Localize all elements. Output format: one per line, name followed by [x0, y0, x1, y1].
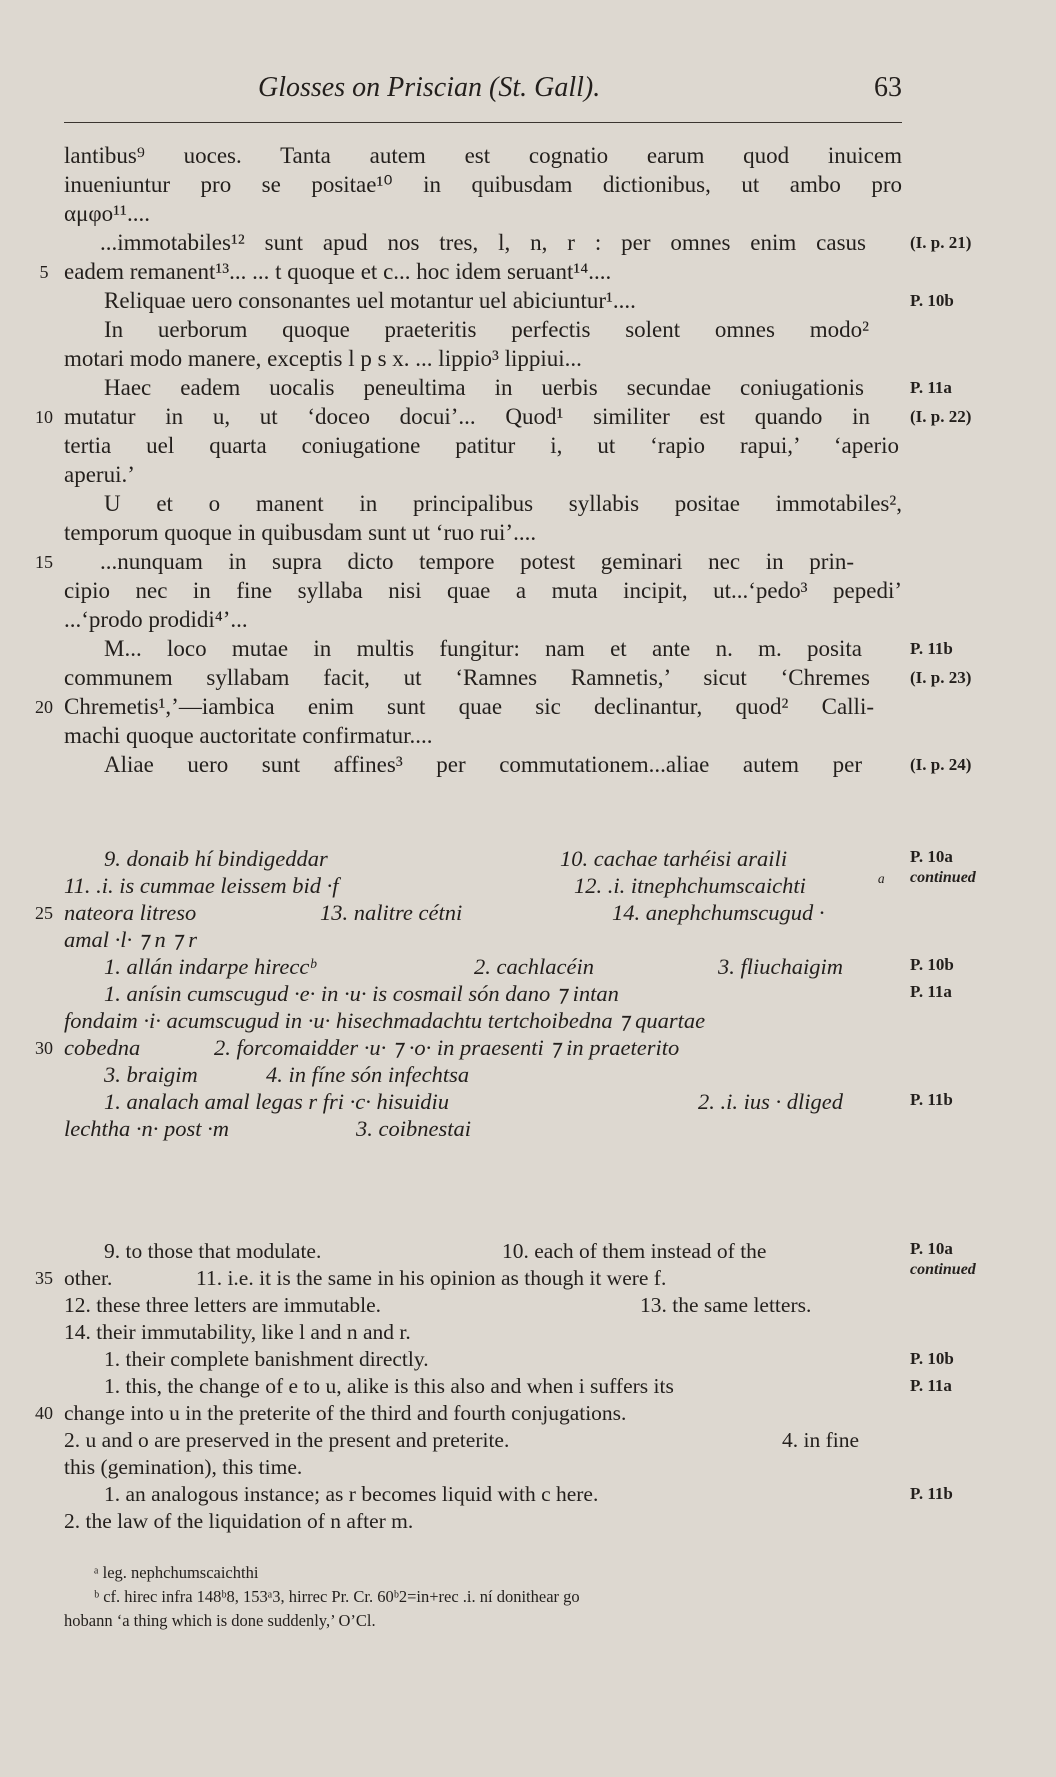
- translation-line: 12. these three letters are immutable.: [64, 1293, 381, 1317]
- margin-reference: P. 10a: [910, 1239, 953, 1258]
- latin-line: machi quoque auctoritate confirmatur....: [64, 723, 433, 748]
- translation-line: 1. an analogous instance; as r becomes liquid with c here.: [104, 1482, 599, 1506]
- margin-reference: continued: [910, 1261, 976, 1278]
- gloss-line: ᵃ: [877, 869, 886, 894]
- gloss-line: nateora litreso: [64, 900, 197, 925]
- latin-line: cipio nec in fine syllaba nisi quae a muta incipit, ut...‘pedo³ pepedi’: [64, 578, 902, 603]
- margin-reference: P. 11a: [910, 982, 952, 1001]
- latin-line: inueniuntur pro se positae¹⁰ in quibusdam dictionibus, ut ambo pro: [64, 172, 902, 197]
- line-number: 40: [35, 1403, 53, 1423]
- translation-line: 2. u and o are preserved in the present and preterite.: [64, 1428, 510, 1452]
- gloss-line: 2. forcomaidder ·u· ⁊ ·o· in praesenti ⁊ in praeterito: [214, 1035, 680, 1060]
- gloss-line: 10. cachae tarhéisi araili: [560, 846, 788, 871]
- running-title: Glosses on Priscian (St. Gall).: [258, 72, 601, 103]
- line-number: 30: [35, 1038, 53, 1058]
- header-rule: [64, 122, 902, 123]
- translation-line: 11. i.e. it is the same in his opinion as though it were f.: [196, 1266, 667, 1290]
- latin-line: tertia uel quarta coniugatione patitur i, ut ‘rapio rapui,’ ‘aperio: [64, 433, 899, 458]
- gloss-line: 13. nalitre cétni: [320, 900, 463, 925]
- gloss-line: cobedna: [64, 1035, 141, 1060]
- footnote: hobann ‘a thing which is done suddenly,’ O’Cl.: [64, 1611, 376, 1630]
- gloss-line: 11. .i. is cummae leissem bid ·f: [64, 873, 339, 898]
- translation-line: 10. each of them instead of the: [502, 1239, 767, 1263]
- translation-line: other.: [64, 1266, 113, 1290]
- latin-line: temporum quoque in quibusdam sunt ut ‘ruo rui’....: [64, 520, 537, 545]
- gloss-line: 1. analach amal legas r fri ·c· hisuidiu: [104, 1089, 449, 1114]
- gloss-line: lechtha ·n· post ·m: [64, 1116, 229, 1141]
- margin-reference: P. 11b: [910, 639, 953, 658]
- line-number: 35: [35, 1268, 53, 1288]
- latin-line: motari modo manere, exceptis l p s x. ... lippio³ lippiui...: [64, 346, 582, 371]
- latin-line: ...immotabiles¹² sunt apud nos tres, l, n, r : per omnes enim casus: [100, 230, 866, 255]
- footnote: ᵇ cf. hirec infra 148ᵇ8, 153ᵃ3, hirrec Pr. Cr. 60ᵇ2=in+rec .i. ní donithear go: [94, 1587, 580, 1606]
- gloss-line: 9. donaib hí bindigeddar: [104, 846, 328, 871]
- margin-reference: continued: [910, 869, 976, 886]
- translation-line: change into u in the preterite of the third and fourth conjugations.: [64, 1401, 627, 1425]
- gloss-line: 2. .i. ius · dliged: [698, 1089, 843, 1114]
- line-number: 5: [39, 262, 49, 282]
- latin-line: lantibus⁹ uoces. Tanta autem est cognatio earum quod inuicem: [64, 143, 902, 168]
- latin-line: Reliquae uero consonantes uel motantur uel abiciuntur¹....: [104, 288, 636, 313]
- gloss-line: 1. anísin cumscugud ·e· in ·u· is cosmail són dano ⁊ intan: [104, 981, 619, 1006]
- translation-line: 1. their complete banishment directly.: [104, 1347, 429, 1371]
- latin-line: aperui.’: [64, 462, 135, 487]
- running-header: [62, 68, 902, 114]
- footnote: ᵃ leg. nephchumscaichthi: [94, 1563, 259, 1582]
- translation-line: this (gemination), this time.: [64, 1455, 303, 1479]
- translation-line: 13. the same letters.: [640, 1293, 812, 1317]
- latin-line: eadem remanent¹³... ... t quoque et c... hoc idem seruant¹⁴....: [64, 259, 612, 284]
- latin-line: αμφο¹¹....: [64, 201, 150, 226]
- line-number: 20: [35, 697, 53, 717]
- gloss-line: 4. in fíne són infechtsa: [266, 1062, 470, 1087]
- gloss-line: 3. braigim: [104, 1062, 198, 1087]
- line-number: 15: [35, 552, 53, 572]
- margin-reference: (I. p. 22): [910, 407, 972, 426]
- gloss-line: 14. anephchumscugud ·: [612, 900, 825, 925]
- margin-reference: P. 11a: [910, 378, 952, 397]
- margin-reference: (I. p. 24): [910, 755, 972, 774]
- latin-line: In uerborum quoque praeteritis perfectis solent omnes modo²: [104, 317, 869, 342]
- margin-reference: (I. p. 21): [910, 233, 972, 252]
- margin-reference: P. 11a: [910, 1376, 952, 1395]
- margin-reference: P. 10b: [910, 1349, 954, 1368]
- margin-reference: P. 11b: [910, 1090, 953, 1109]
- gloss-line: amal ·l· ⁊ n ⁊ r: [64, 927, 198, 952]
- line-number: 25: [35, 903, 53, 923]
- page-number: 63: [874, 72, 902, 103]
- translation-line: 9. to those that modulate.: [104, 1239, 322, 1263]
- latin-line: M... loco mutae in multis fungitur: nam et ante n. m. posita: [104, 636, 862, 661]
- gloss-line: fondaim ·i· acumscugud in ·u· hisechmadachtu tertchoibedna ⁊ quartae: [64, 1008, 706, 1033]
- gloss-line: 2. cachlacéin: [474, 954, 594, 979]
- margin-reference: P. 10a: [910, 847, 953, 866]
- translation-line: 4. in fine: [782, 1428, 860, 1452]
- latin-line: Aliae uero sunt affines³ per commutationem...aliae autem per: [104, 752, 862, 777]
- latin-line: communem syllabam facit, ut ‘Ramnes Ramnetis,’ sicut ‘Chremes: [64, 665, 870, 690]
- line-number: 10: [35, 407, 53, 427]
- margin-reference: P. 11b: [910, 1484, 953, 1503]
- translation-line: 14. their immutability, like l and n and r.: [64, 1320, 411, 1344]
- latin-line: U et o manent in principalibus syllabis positae immotabiles²,: [104, 491, 902, 516]
- translation-line: 2. the law of the liquidation of n after m.: [64, 1509, 414, 1533]
- margin-reference: P. 10b: [910, 291, 954, 310]
- gloss-line: 1. allán indarpe hireccᵇ: [104, 954, 316, 979]
- latin-line: ...‘prodo prodidi⁴’...: [64, 607, 248, 632]
- latin-line: Chremetis¹,’—iambica enim sunt quae sic declinantur, quod² Calli-: [64, 694, 874, 719]
- margin-reference: P. 10b: [910, 955, 954, 974]
- gloss-line: 3. coibnestai: [356, 1116, 471, 1141]
- gloss-line: 12. .i. itnephchumscaichti: [574, 873, 806, 898]
- latin-line: ...nunquam in supra dicto tempore potest geminari nec in prin-: [100, 549, 854, 574]
- margin-reference: (I. p. 23): [910, 668, 972, 687]
- translation-line: 1. this, the change of e to u, alike is this also and when i suffers its: [104, 1374, 674, 1398]
- gloss-line: 3. fliuchaigim: [718, 954, 843, 979]
- latin-line: Haec eadem uocalis peneultima in uerbis secundae coniugationis: [104, 375, 864, 400]
- latin-line: mutatur in u, ut ‘doceo docui’... Quod¹ similiter est quando in: [64, 404, 870, 429]
